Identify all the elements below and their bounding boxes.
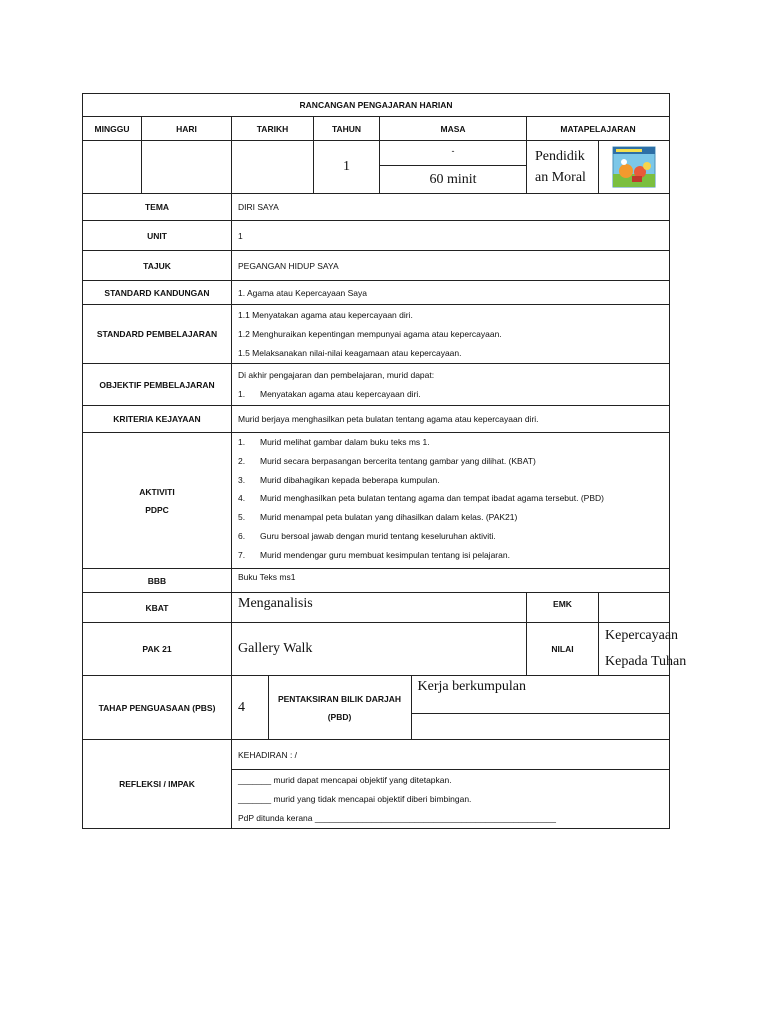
tahap-value: 4 xyxy=(232,676,268,739)
header-masa: MASA xyxy=(380,117,527,141)
pak21-label: PAK 21 xyxy=(83,623,232,676)
kbat-value: Menganalisis xyxy=(232,593,527,623)
objektif-intro: Di akhir pengajaran dan pembelajaran, murid dapat: xyxy=(238,369,435,380)
list-item-number: 1. xyxy=(238,437,246,447)
header-tarikh: TARIKH xyxy=(232,117,314,141)
bbb-label: BBB xyxy=(83,569,232,593)
kehadiran: KEHADIRAN : / xyxy=(232,740,670,770)
tarikh-value xyxy=(232,141,314,194)
standard-kandungan-value: 1. Agama atau Kepercayaan Saya xyxy=(232,281,670,305)
refleksi-line-1: _______ murid dapat mencapai objektif yang ditetapkan. xyxy=(238,774,452,785)
aktiviti-label xyxy=(83,433,232,569)
refleksi-line-3: PdP ditunda kerana ___________________________________________________ xyxy=(238,812,556,823)
pbd-label-line-2: (PBD) xyxy=(327,711,352,722)
list-item-number: 5. xyxy=(238,512,246,523)
aktiviti-list xyxy=(232,433,670,569)
list-item-text: Murid secara berpasangan bercerita tentang gambar yang dilihat. (KBAT) xyxy=(260,455,536,466)
standard-kandungan-label: STANDARD KANDUNGAN xyxy=(83,281,232,305)
list-item-text: Murid menampal peta bulatan yang dihasilkan dalam kelas. (PAK21) xyxy=(260,512,518,523)
tajuk-value: PEGANGAN HIDUP SAYA xyxy=(232,251,670,281)
bbb-value: Buku Teks ms1 xyxy=(232,569,670,593)
list-item xyxy=(238,452,663,471)
list-item: 1.1 Menyatakan agama atau kepercayaan diri. xyxy=(238,309,413,320)
list-item-number: 2. xyxy=(238,455,246,466)
tema-value: DIRI SAYA xyxy=(232,194,670,221)
refleksi-label: REFLEKSI / IMPAK xyxy=(83,740,232,829)
refleksi-content xyxy=(232,770,670,829)
header-tahun: TAHUN xyxy=(314,117,380,141)
objektif-label: OBJEKTIF PEMBELAJARAN xyxy=(83,364,232,406)
unit-value: 1 xyxy=(232,221,670,251)
pak21-value: Gallery Walk xyxy=(232,623,527,676)
pbd-value: Kerja berkumpulan xyxy=(411,676,669,714)
header-hari: HARI xyxy=(142,117,232,141)
header-minggu: MINGGU xyxy=(83,117,142,141)
list-item: 1.5 Melaksanakan nilai-nilai keagamaan atau kepercayaan. xyxy=(238,347,462,358)
list-item: 1.2 Menghuraikan kepentingan mempunyai agama atau kepercayaan. xyxy=(238,328,502,339)
subject-name xyxy=(527,141,599,194)
aktiviti-steps xyxy=(238,433,663,565)
refleksi-line-2: _______ murid yang tidak mencapai objektif diberi bimbingan. xyxy=(238,793,472,804)
list-item-text: Murid mendengar guru membuat kesimpulan tentang isi pelajaran. xyxy=(260,549,510,560)
list-item-number: 7. xyxy=(238,549,246,560)
list-item-number: 3. xyxy=(238,474,246,485)
pbd-value-2 xyxy=(411,714,669,740)
tahap-row xyxy=(232,676,670,740)
objektif-content xyxy=(232,364,670,406)
tajuk-label: TAJUK xyxy=(83,251,232,281)
aktiviti-label-line-2: PDPC xyxy=(145,504,169,515)
objektif-item xyxy=(238,385,663,404)
subject-line-1: Pendidik xyxy=(535,149,585,164)
header-matapelajaran: MATAPELAJARAN xyxy=(527,117,670,141)
objektif-item-text: Menyatakan agama atau kepercayaan diri. xyxy=(260,388,421,399)
tahap-subtable xyxy=(232,676,669,739)
list-item xyxy=(238,471,663,490)
kriteria-label: KRITERIA KEJAYAAN xyxy=(83,406,232,433)
textbook-cover-icon xyxy=(612,146,656,188)
nilai-value xyxy=(599,623,687,676)
list-item xyxy=(238,546,663,565)
document-title: RANCANGAN PENGAJARAN HARIAN xyxy=(83,94,670,117)
masa-duration: 60 minit xyxy=(429,172,477,187)
nilai-line-1: Kepercayaan xyxy=(605,628,679,643)
subject-line-2: an Moral xyxy=(535,170,586,185)
masa-time-range: - xyxy=(380,141,526,166)
nilai-line-2: Kepada Tuhan xyxy=(605,654,687,669)
unit-label: UNIT xyxy=(83,221,232,251)
list-item-text: Murid melihat gambar dalam buku teks ms 1. xyxy=(260,437,430,447)
emk-value xyxy=(599,593,670,623)
list-item-text: Guru bersoal jawab dengan murid tentang keseluruhan aktiviti. xyxy=(260,530,496,541)
list-item xyxy=(238,508,663,527)
masa-cell xyxy=(380,141,527,194)
pbd-label xyxy=(268,676,411,739)
list-item-number: 4. xyxy=(238,493,246,504)
kbat-label: KBAT xyxy=(83,593,232,623)
list-item-text: Murid dibahagikan kepada beberapa kumpulan. xyxy=(260,474,440,485)
standard-pembelajaran-list xyxy=(232,305,670,364)
tema-label: TEMA xyxy=(83,194,232,221)
list-item xyxy=(238,527,663,546)
textbook-cover-cell xyxy=(599,141,670,194)
hari-value xyxy=(142,141,232,194)
list-item xyxy=(238,489,663,508)
objektif-item-number: 1. xyxy=(238,388,246,399)
standard-pembelajaran-label: STANDARD PEMBELAJARAN xyxy=(83,305,232,364)
nilai-label: NILAI xyxy=(527,623,599,676)
pbd-label-line-1: PENTAKSIRAN BILIK DARJAH xyxy=(277,693,402,704)
aktiviti-label-line-1: AKTIVITI xyxy=(139,486,175,497)
minggu-value xyxy=(83,141,142,194)
tahun-value: 1 xyxy=(314,141,380,194)
tahap-label: TAHAP PENGUASAAN (PBS) xyxy=(83,676,232,740)
lesson-plan-document xyxy=(82,93,687,829)
list-item xyxy=(238,433,663,452)
list-item-number: 6. xyxy=(238,530,246,541)
emk-label: EMK xyxy=(527,593,599,623)
lesson-plan-table xyxy=(82,93,687,829)
list-item-text: Murid menghasilkan peta bulatan tentang agama dan tempat ibadat agama tersebut. (PBD) xyxy=(260,493,604,504)
kriteria-value: Murid berjaya menghasilkan peta bulatan tentang agama atau kepercayaan diri. xyxy=(232,406,670,433)
